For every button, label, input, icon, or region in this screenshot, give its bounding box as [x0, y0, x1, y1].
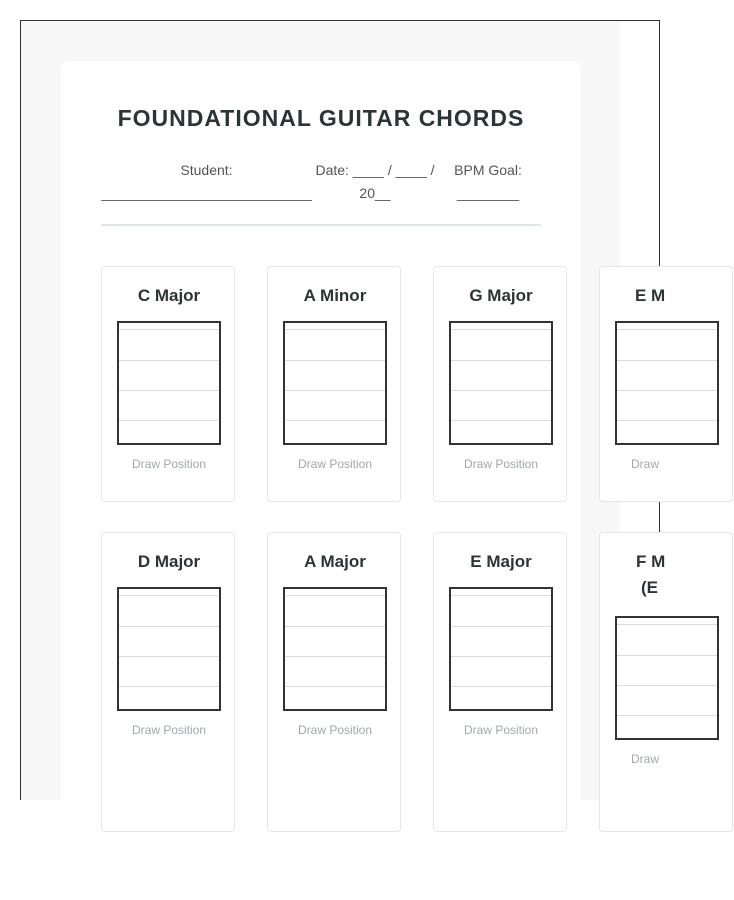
fret-line — [617, 329, 717, 330]
fret-line — [617, 420, 717, 421]
chord-diagram-box[interactable] — [117, 321, 221, 445]
fret-line — [119, 656, 219, 657]
chord-card-e-major — [433, 532, 567, 832]
fret-line — [617, 624, 717, 625]
bpm-field — [447, 159, 529, 205]
chord-card-d-major — [101, 532, 235, 832]
bpm-label: BPM Goal: — [454, 162, 522, 178]
student-label: Student: — [180, 162, 233, 178]
fret-line — [617, 390, 717, 391]
fret-line — [119, 360, 219, 361]
chord-card-e-minor — [599, 266, 733, 502]
draw-position-hint: Draw Position — [463, 457, 539, 471]
chord-diagram-box[interactable] — [283, 587, 387, 711]
chord-name-line-2: (E — [641, 578, 658, 597]
fret-line — [451, 360, 551, 361]
chord-name: G Major — [469, 286, 533, 305]
fret-line — [451, 595, 551, 596]
fret-line — [119, 329, 219, 330]
draw-position-hint: Draw — [631, 752, 660, 766]
fret-line — [617, 715, 717, 716]
fret-line — [119, 420, 219, 421]
date-field — [312, 159, 438, 205]
header-divider — [101, 224, 541, 226]
bpm-blank: ________ — [456, 185, 520, 201]
chord-diagram-box[interactable] — [615, 616, 719, 740]
fret-line — [119, 686, 219, 687]
draw-position-hint: Draw Position — [131, 723, 207, 737]
chord-name: A Major — [304, 552, 366, 571]
student-blank: ___________________________ — [101, 185, 312, 201]
chord-diagram-box[interactable] — [449, 587, 553, 711]
chord-name: E Major — [470, 552, 532, 571]
fret-line — [451, 626, 551, 627]
fret-line — [285, 656, 385, 657]
fret-line — [285, 420, 385, 421]
fret-line — [285, 329, 385, 330]
draw-position-hint: Draw — [631, 457, 660, 471]
chord-card-a-minor — [267, 266, 401, 502]
worksheet-title: FOUNDATIONAL GUITAR CHORDS — [117, 105, 525, 131]
chord-card-g-major — [433, 266, 567, 502]
fret-line — [451, 686, 551, 687]
chord-diagram-box[interactable] — [283, 321, 387, 445]
worksheet-sheet — [61, 61, 666, 821]
chord-name: A Minor — [303, 286, 367, 305]
chord-name: C Major — [137, 286, 201, 305]
fret-line — [617, 685, 717, 686]
chord-diagram-box[interactable] — [449, 321, 553, 445]
fret-line — [451, 656, 551, 657]
draw-position-hint: Draw Position — [297, 723, 373, 737]
fret-line — [285, 595, 385, 596]
fret-line — [617, 360, 717, 361]
fret-line — [119, 595, 219, 596]
chord-name: D Major — [137, 552, 201, 571]
draw-position-hint: Draw Position — [463, 723, 539, 737]
chord-name: E M — [635, 286, 666, 305]
chord-diagram-box[interactable] — [615, 321, 719, 445]
fret-line — [451, 390, 551, 391]
fret-line — [451, 420, 551, 421]
chord-card-c-major — [101, 266, 235, 502]
chord-name: F M — [636, 552, 666, 571]
chord-card-a-major — [267, 532, 401, 832]
fret-line — [617, 655, 717, 656]
fret-line — [119, 390, 219, 391]
date-label: Date: ____ / ____ / — [315, 162, 435, 178]
chord-diagram-box[interactable] — [117, 587, 221, 711]
student-field — [101, 159, 312, 205]
fret-line — [285, 360, 385, 361]
fret-line — [285, 390, 385, 391]
fret-line — [119, 626, 219, 627]
draw-position-hint: Draw Position — [297, 457, 373, 471]
date-year: 20__ — [359, 185, 391, 201]
draw-position-hint: Draw Position — [131, 457, 207, 471]
fret-line — [285, 686, 385, 687]
document-frame — [20, 20, 666, 800]
fret-line — [285, 626, 385, 627]
chord-card-f-major — [599, 532, 733, 832]
fret-line — [451, 329, 551, 330]
